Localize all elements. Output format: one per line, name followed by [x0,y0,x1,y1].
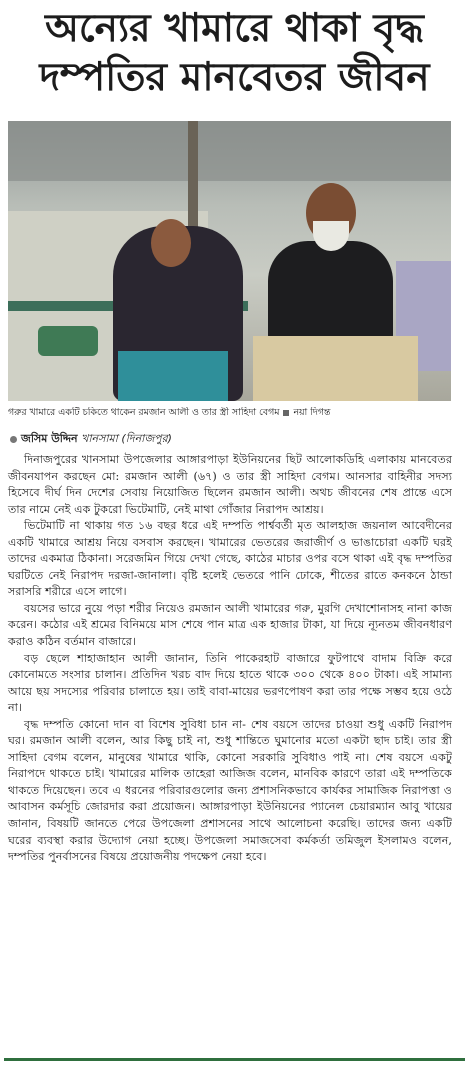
article-body [8,452,452,866]
photo-caption [8,407,453,419]
article-photo [8,121,451,401]
photo-credit: নয়া দিগন্ত [293,407,331,418]
paragraph-1: দিনাজপুরের খানসামা উপজেলার আঙ্গারপাড়া ইউনিয়নের ছিট আলোকডিহি এলাকায় মানবেতর জীবনযাপন করছেন মো: রমজান আলী (৬৭) ও তার স্ত্রী সাহিদা বেগম। আনসার বাহিনীর সদস্য হিসেবে দীর্ঘ দিন দেশের সেবায় নিয়োজিত ছিলেন রমজান আলী। অথচ জীবনের শেষ প্রান্তে এসে তার নামে নেই এক টুকরো ভিটেমাটি, নেই মাথা গোঁজার নিরাপদ আশ্রয়। [8,453,452,516]
headline [0,4,469,102]
photo-sari [118,351,228,401]
paragraph-3: বয়সের ভারে নুয়ে পড়া শরীর নিয়েও রমজান আলী খামারের গরু, মুরগি দেখাশোনাসহ নানা কাজ করেন। কঠোর এই শ্রমের বিনিময়ে মাস শেষে পান মাত্র এক হাজার টাকা, যা দিয়ে ন্যূনতম জীবনধারণ করাও কঠিন বর্তমান বাজারে। [8,601,452,649]
paragraph-5: বৃদ্ধ দম্পতি কোনো দান বা বিশেষ সুবিধা চান না- শেষ বয়সে তাদের চাওয়া শুধু একটি নিরাপদ ঘর। রমজান আলী বলেন, আর কিছু চাই না, শুধু শান্তিতে ঘুমানোর মতো একটা ছাদ চাই। তার স্ত্রী সাহিদা বেগম বলেন, মানুষের খামারে থাকি, কোনো সরকারি সুবিধাও পাই না। শেষ বয়সে একটু নিরাপদে থাকতে চাই। খামারের মালিক তাহেরা আজিজ বলেন, মানবিক কারণে তারা এই দম্পতিকে থাকতে দিয়েছেন। তবে এ ধরনের পরিবারগুলোর জন্য প্রশাসনিকভাবে কার্যকর সামাজিক নিরাপত্তা ও আবাসন কর্মসূচি জোরদার করা প্রয়োজন। আঙ্গারপাড়া ইউনিয়নের প্যানেল চেয়ারম্যান আবু খায়ের জানান, বিষয়টি জানতে পেরে উপজেলা প্রশাসনের সাথে আলোচনা করেছি। তাদের জন্য একটি ঘরের ব্যবস্থা করার উদ্যোগ নেয়া হচ্ছে। উপজেলা সমাজসেবা কর্মকর্তা তমিজুল ইসলামও বলেন, দম্পতির পুনর্বাসনের বিষয়ে প্রয়োজনীয় পদক্ষেপ নেয়া হবে। [8,717,452,864]
byline [10,432,450,446]
headline-line-2: দম্পতির মানবেতর জীবন [39,55,430,100]
dateline-place: খানসামা (দিনাজপুর) [81,432,172,445]
headline-line-1: অন্যের খামারে থাকা বৃদ্ধ [45,6,424,51]
photo-lungi [253,336,418,401]
photo-tank [38,326,98,356]
square-bullet-icon [283,410,289,416]
photo-man [268,241,393,341]
author-name: জসিম উদ্দিন [21,432,78,445]
caption-text: গরুর খামারে একটি চকিতে থাকেন রমজান আলী ও তার স্ত্রী সাহিদা বেগম [8,407,280,418]
paragraph-2: ভিটেমাটি না থাকায় গত ১৬ বছর ধরে এই দম্পতি পার্শ্ববর্তী মৃত আলহাজ জয়নাল আবেদীনের একটি খামারে আশ্রয় নিয়ে বসবাস করছেন। খামারের ভেতরের জরাজীর্ণ ও ভাঙাচোরা একটি ঘরই তাদের একমাত্র ঠিকানা। সরেজমিন গিয়ে দেখা গেছে, কাঠের মাচার ওপর বসে থাকা এই বৃদ্ধ দম্পতির ঘরটিতে নেই নিরাপদ দরজা-জানালা। বৃষ্টি হলেই ভেতরে পানি ঢোকে, শীতের রাতে কনকনে ঠান্ডা সরাসরি শরীরে এসে লাগে। [8,519,452,599]
photo-roof [8,121,451,181]
paragraph-4: বড় ছেলে শাহাজাহান আলী জানান, তিনি পাকেরহাট বাজারে ফুটপাথে বাদাম বিক্রি করে কোনোমতে সংসার চালান। প্রতিদিন খরচ বাদ দিয়ে হাতে থাকে ৩০০ থেকে ৪০০ টাকা। এই সামান্য আয়ে ছয় সদস্যের পরিবার চালাতে হয়। তাই বাবা-মায়ের ভরণপোষণ করা তার পক্ষে সম্ভব হয়ে ওঠে না। [8,651,452,715]
bullet-icon [10,436,17,443]
bottom-rule [4,1058,465,1061]
photo-woman-head [151,219,191,267]
